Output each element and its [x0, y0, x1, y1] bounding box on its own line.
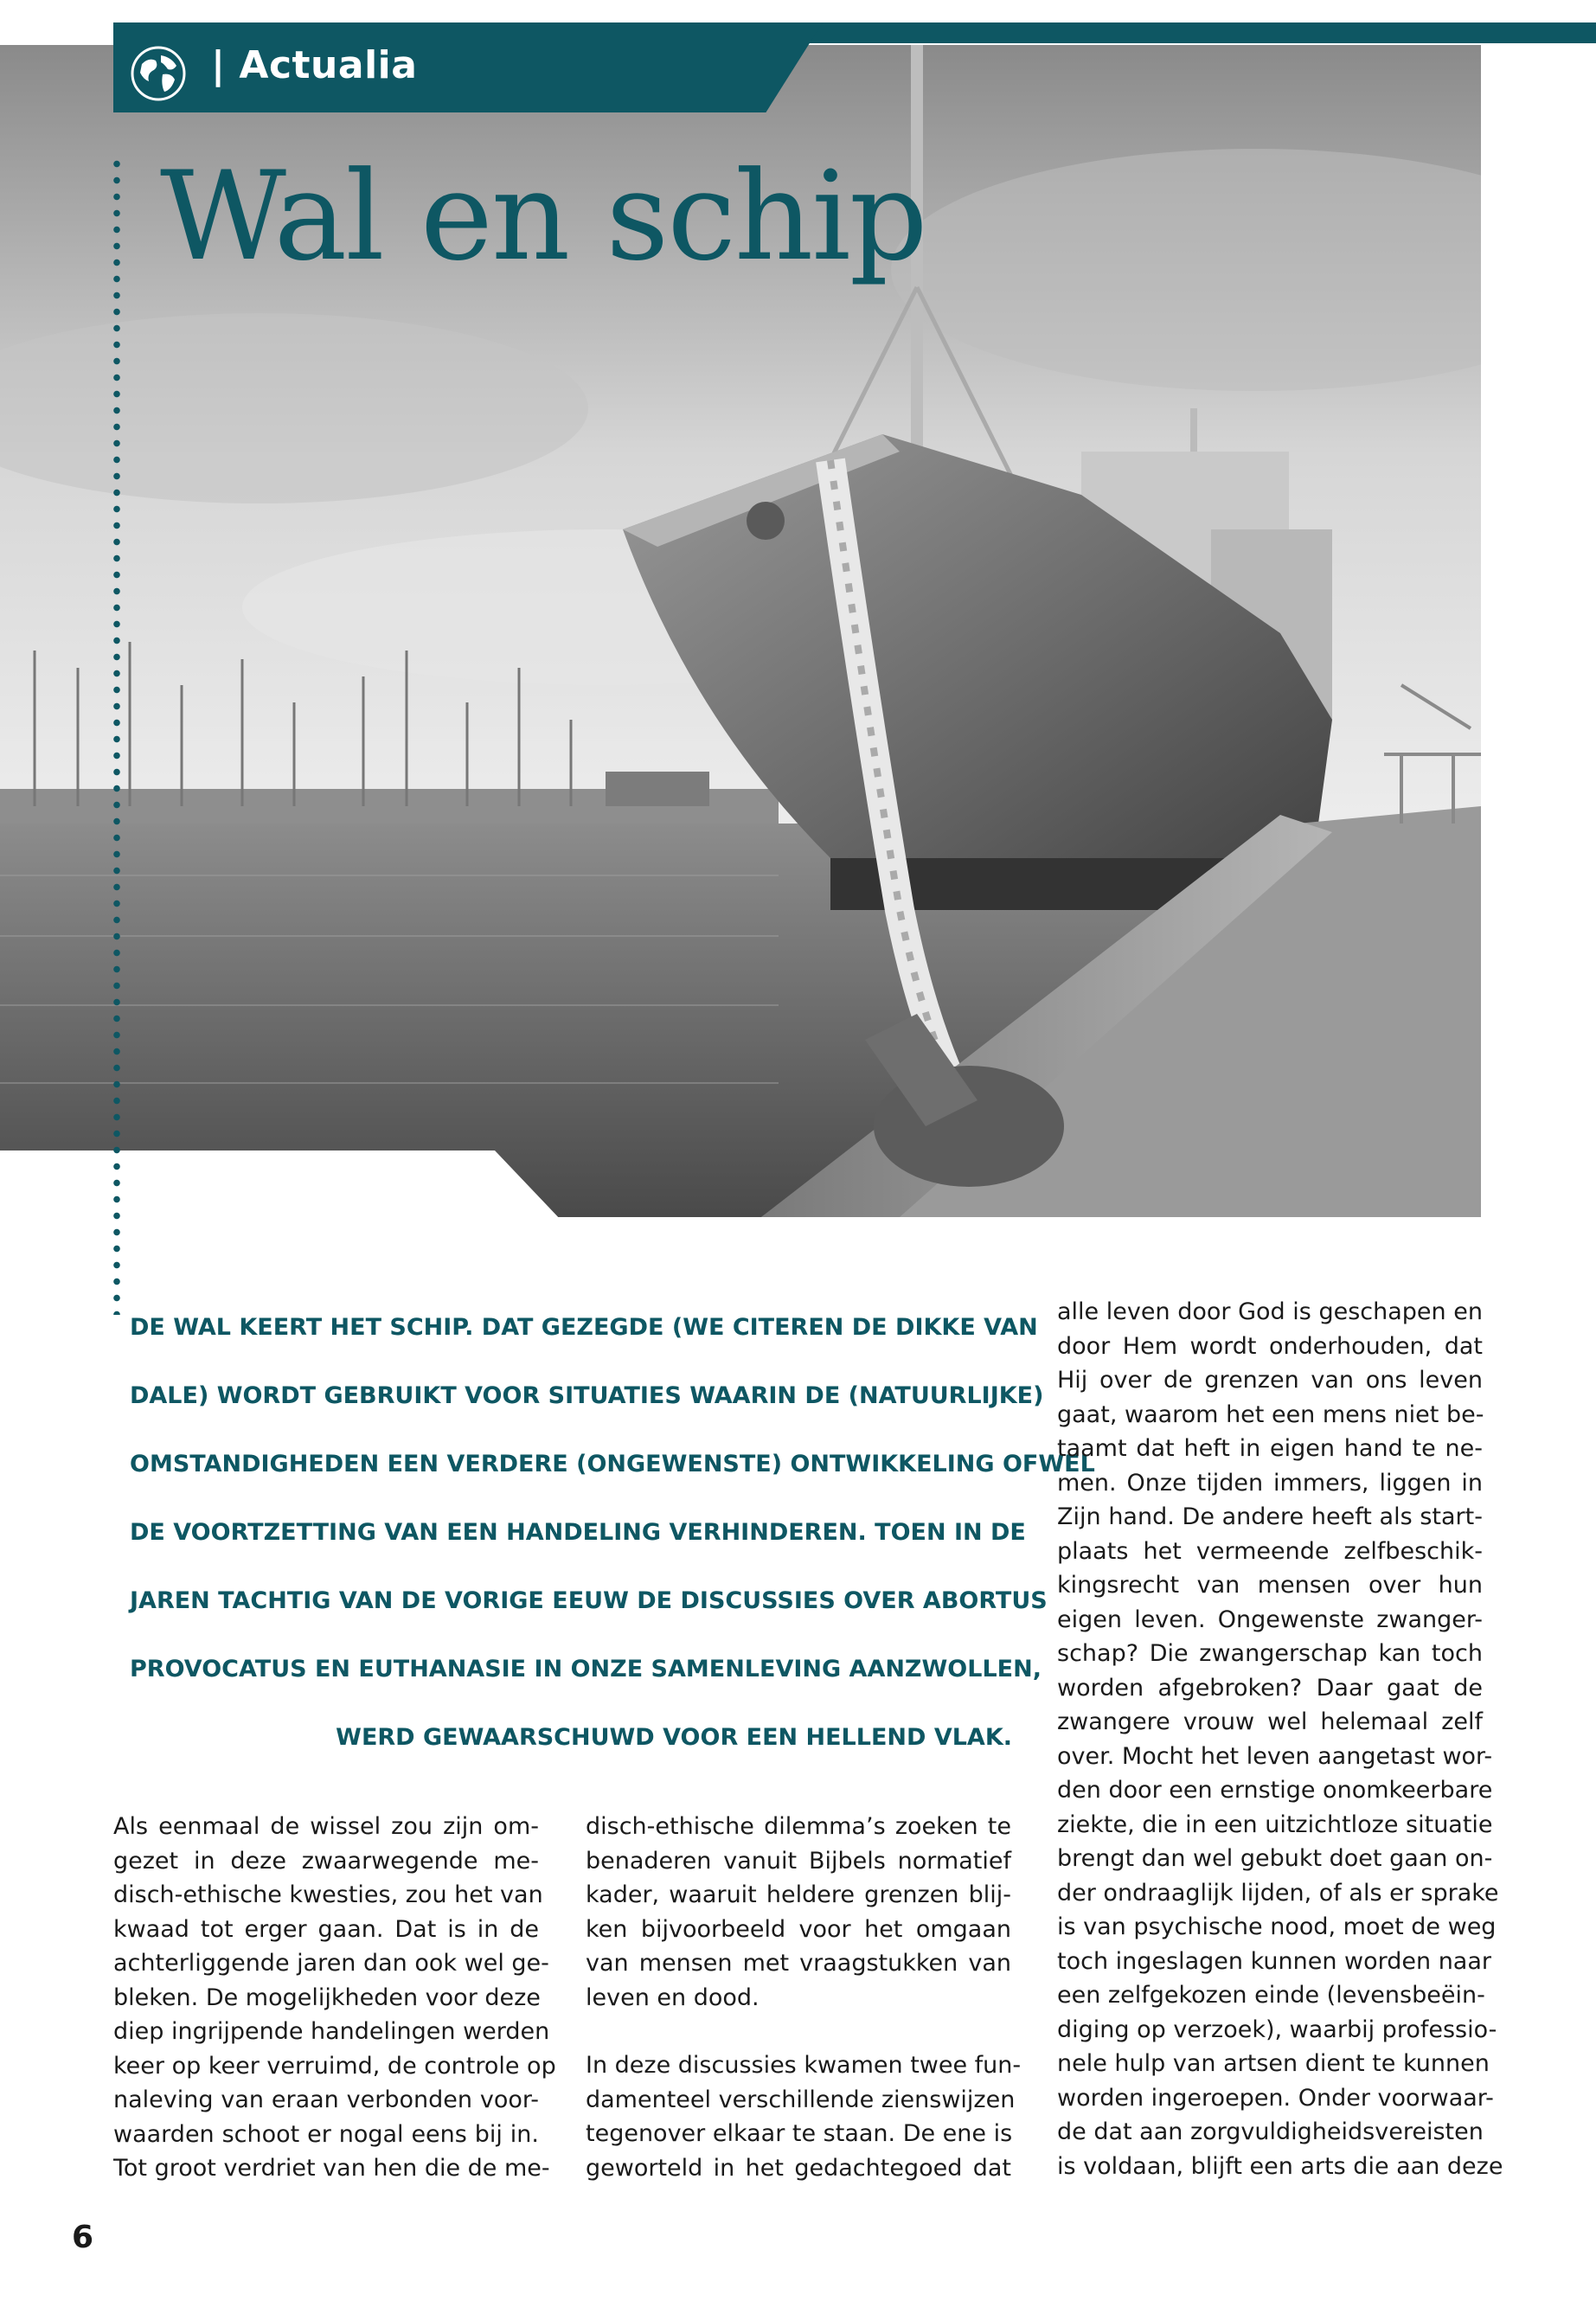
body-column-2 [586, 1810, 1022, 2185]
body-line: Tot groot verdriet van hen die de me- [113, 2155, 550, 2182]
body-line: taamt dat heft in eigen hand te ne- [1057, 1435, 1483, 1462]
body-line: is van psychische nood, moet de weg [1057, 1913, 1497, 1940]
body-line: alle leven door God is geschapen en [1057, 1298, 1483, 1325]
body-line: eigen leven. Ongewenste zwanger- [1057, 1606, 1483, 1633]
body-line: naleving van eraan verbonden voor- [113, 2086, 539, 2113]
body-line: door Hem wordt onderhouden, dat [1057, 1332, 1483, 1360]
intro-line: DE VOORTZETTING VAN EEN HANDELING VERHINDEREN. TOEN IN DE [130, 1519, 1026, 1546]
body-line: schap? Die zwangerschap kan toch [1057, 1640, 1483, 1667]
section-label: | Actualia [211, 43, 418, 87]
intro-line: JAREN TACHTIG VAN DE VORIGE EEUW DE DISCUSSIES OVER ABORTUS [130, 1587, 1048, 1614]
body-line: over. Mocht het leven aangetast wor- [1057, 1742, 1493, 1770]
intro-line: DALE) WORDT GEBRUIKT VOOR SITUATIES WAARIN DE (NATUURLIJKE) [130, 1382, 1044, 1409]
body-line: disch-ethische kwesties, zou het van [113, 1881, 543, 1908]
photo-corner-cut [0, 1150, 562, 1221]
body-line: worden ingeroepen. Onder voorwaar- [1057, 2084, 1494, 2112]
dotted-rule [113, 156, 120, 1315]
body-line: benaderen vanuit Bijbels normatief [586, 1847, 1011, 1875]
body-line: keer op keer verruimd, de controle op [113, 2052, 556, 2080]
intro-lead [130, 1293, 1095, 1772]
body-line: kader, waaruit heldere grenzen blij- [586, 1881, 1011, 1908]
body-line: der ondraaglijk lijden, of als er sprake [1057, 1879, 1499, 1907]
body-line: ken bijvoorbeeld voor het omgaan [586, 1915, 1011, 1943]
globe-icon [130, 45, 187, 102]
body-line: den door een ernstige onomkeerbare [1057, 1777, 1493, 1804]
body-line: Zijn hand. De andere heeft als start- [1057, 1503, 1483, 1530]
body-line: Als eenmaal de wissel zou zijn om- [113, 1813, 539, 1840]
intro-line: WERD GEWAARSCHUWD VOOR EEN HELLEND VLAK. [336, 1724, 1012, 1751]
body-line: men. Onze tijden immers, liggen in [1057, 1469, 1483, 1497]
body-line: van mensen met vraagstukken van [586, 1950, 1011, 1977]
intro-line: OMSTANDIGHEDEN EEN VERDERE (ONGEWENSTE) ONTWIKKELING OFWEL [130, 1451, 1095, 1477]
body-line: een zelfgekozen einde (levensbeëin- [1057, 1982, 1485, 2009]
body-line: de dat aan zorgvuldigheidsvereisten [1057, 2118, 1484, 2145]
body-column-1 [113, 1810, 556, 2186]
body-line: diep ingrijpende handelingen werden [113, 2018, 550, 2045]
body-line: bleken. De mogelijkheden voor deze [113, 1984, 541, 2011]
body-line: achterliggende jaren dan ook wel ge- [113, 1950, 549, 1977]
intro-line: DE WAL KEERT HET SCHIP. DAT GEZEGDE (WE CITEREN DE DIKKE VAN [130, 1314, 1038, 1341]
intro-line: PROVOCATUS EN EUTHANASIE IN ONZE SAMENLEVING AANZWOLLEN, [130, 1656, 1042, 1682]
body-line: toch ingeslagen kunnen worden naar [1057, 1947, 1491, 1975]
body-line: tegenover elkaar te staan. De ene is [586, 2120, 1013, 2147]
body-line: In deze discussies kwamen twee fun- [586, 2052, 1022, 2079]
body-line: gaat, waarom het een mens niet be- [1057, 1400, 1484, 1428]
body-line: plaats het vermeende zelfbeschik- [1057, 1537, 1483, 1565]
body-line: waarden schoot er nogal eens bij in. [113, 2120, 539, 2148]
body-line: kwaad tot erger gaan. Dat is in de [113, 1915, 539, 1943]
body-line: worden afgebroken? Daar gaat de [1057, 1674, 1483, 1702]
body-line: Hij over de grenzen van ons leven [1057, 1367, 1483, 1394]
body-line: disch-ethische dilemma’s zoeken te [586, 1813, 1011, 1840]
body-column-3 [1057, 1295, 1503, 2183]
body-line: brengt dan wel gebukt doet gaan on- [1057, 1845, 1493, 1872]
body-line: is voldaan, blijft een arts die aan deze [1057, 2152, 1503, 2180]
body-line: diging op verzoek), waarbij professio- [1057, 2016, 1497, 2043]
body-line: gezet in deze zwaarwegende me- [113, 1847, 539, 1875]
body-line: damenteel verschillende zienswijzen [586, 2086, 1016, 2113]
body-line: ziekte, die in een uitzichtloze situatie [1057, 1811, 1493, 1838]
body-line: geworteld in het gedachtegoed dat [586, 2154, 1011, 2182]
page-number: 6 [72, 2220, 94, 2255]
body-line: nele hulp van artsen dient te kunnen [1057, 2050, 1490, 2077]
article-title: Wal en schip [160, 145, 926, 288]
body-line: leven en dood. [586, 1984, 760, 2011]
body-line: zwangere vrouw wel helemaal zelf [1057, 1708, 1483, 1735]
body-line: kingsrecht van mensen over hun [1057, 1572, 1483, 1599]
